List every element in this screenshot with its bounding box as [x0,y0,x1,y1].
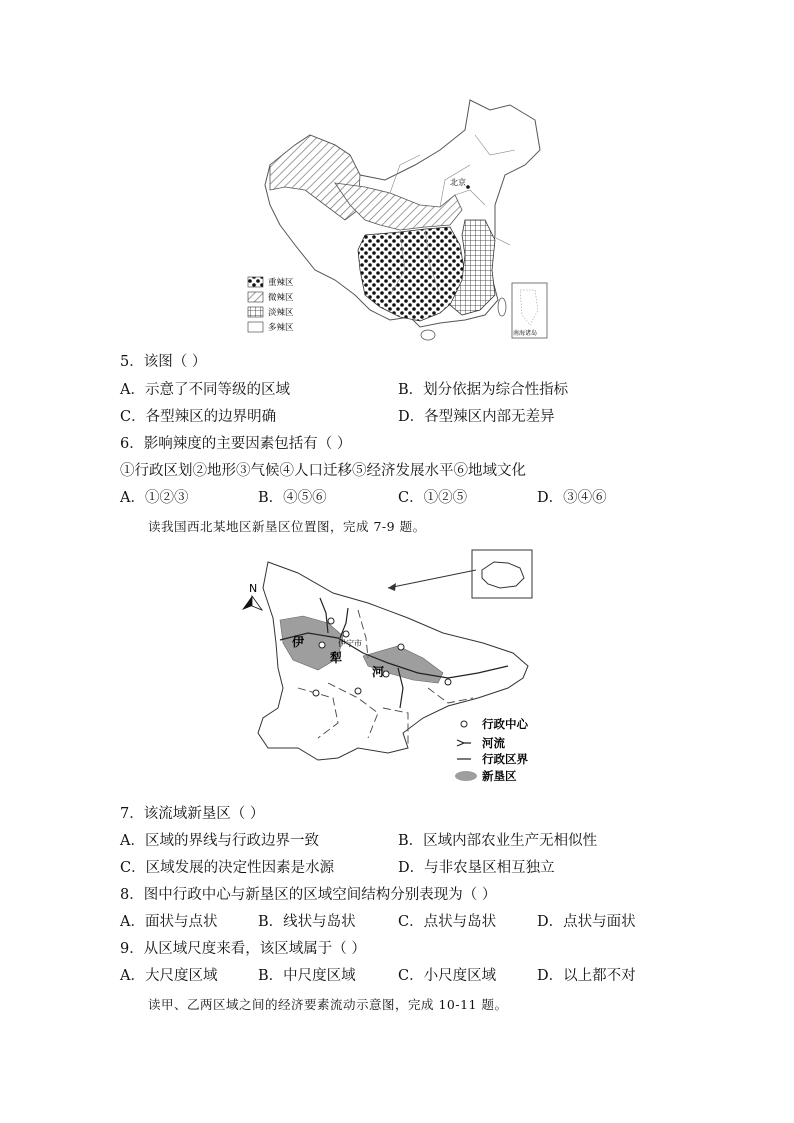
legend-light: 淡辣区 [268,308,294,318]
q8-option-c[interactable]: C．点状与岛状 [398,914,497,930]
map2-legend [455,717,528,783]
china-spiciness-map [240,95,560,345]
legend-river: 河流 [482,736,505,750]
city-label: 伊宁市 [338,639,362,648]
beijing-label: 北京 [450,178,466,187]
map1-legend [248,277,294,333]
inset-arrow [388,570,476,588]
q7-option-a[interactable]: A．区域的界线与行政边界一致 [120,833,319,849]
q8-option-a[interactable]: A．面状与点状 [120,914,218,930]
north-arrow-icon [242,596,252,610]
river-char-2: 犁 [330,651,343,665]
north-label: N [249,582,258,595]
q9-option-b[interactable]: B．中尺度区域 [258,968,356,984]
legend-many: 多辣区 [268,323,294,333]
taiwan-island [498,298,506,316]
river-char-1: 伊 [292,635,305,649]
inset-label: 南海诸岛 [513,330,538,337]
legend-reclamation: 新垦区 [482,769,517,783]
river-char-3: 河 [372,665,385,679]
hainan-island [421,330,435,340]
q6-option-a[interactable]: A．①②③ [120,490,189,506]
intro-7-9: 读我国西北某地区新垦区位置图，完成 7-9 题。 [148,519,426,534]
q8-option-d[interactable]: D．点状与面状 [537,914,636,930]
q5-option-a[interactable]: A．示意了不同等级的区域 [120,382,290,398]
q7-stem: 7．该流域新垦区（ ） [120,806,265,822]
legend-admin-centre: 行政中心 [482,717,528,731]
q9-option-d[interactable]: D．以上都不对 [537,968,636,984]
q6-option-c[interactable]: C．①②⑤ [398,490,468,506]
q8-option-b[interactable]: B．线状与岛状 [258,914,356,930]
legend-heavy: 重辣区 [268,278,294,288]
legend-mild: 微辣区 [268,293,294,303]
q5-option-c[interactable]: C．各型辣区的边界明确 [120,409,277,425]
q6-option-d[interactable]: D．③④⑥ [537,490,607,506]
q6-stem: 6．影响辣度的主要因素包括有（ ） [120,436,352,452]
intro-10-11: 读甲、乙两区域之间的经济要素流动示意图，完成 10-11 题。 [148,997,508,1012]
q9-stem: 9．从区域尺度来看，该区域属于（ ） [120,941,366,957]
q6-option-b[interactable]: B．④⑤⑥ [258,490,327,506]
q9-option-a[interactable]: A．大尺度区域 [120,968,218,984]
q7-option-b[interactable]: B．区域内部农业生产无相似性 [398,833,598,849]
q5-option-d[interactable]: D．各型辣区内部无差异 [398,409,555,425]
q5-option-b[interactable]: B．划分依据为综合性指标 [398,382,569,398]
q5-stem: 5．该图（ ） [120,354,207,370]
reclamation-area-map [238,548,538,793]
q6-factors: ①行政区划②地形③气候④人口迁移⑤经济发展水平⑥地域文化 [120,463,526,479]
legend-admin-boundary: 行政区界 [482,752,528,766]
q7-option-d[interactable]: D．与非农垦区相互独立 [398,860,555,876]
q7-option-c[interactable]: C．区域发展的决定性因素是水源 [120,860,335,876]
q9-option-c[interactable]: C．小尺度区域 [398,968,497,984]
q8-stem: 8．图中行政中心与新垦区的区域空间结构分别表现为（ ） [120,887,497,903]
